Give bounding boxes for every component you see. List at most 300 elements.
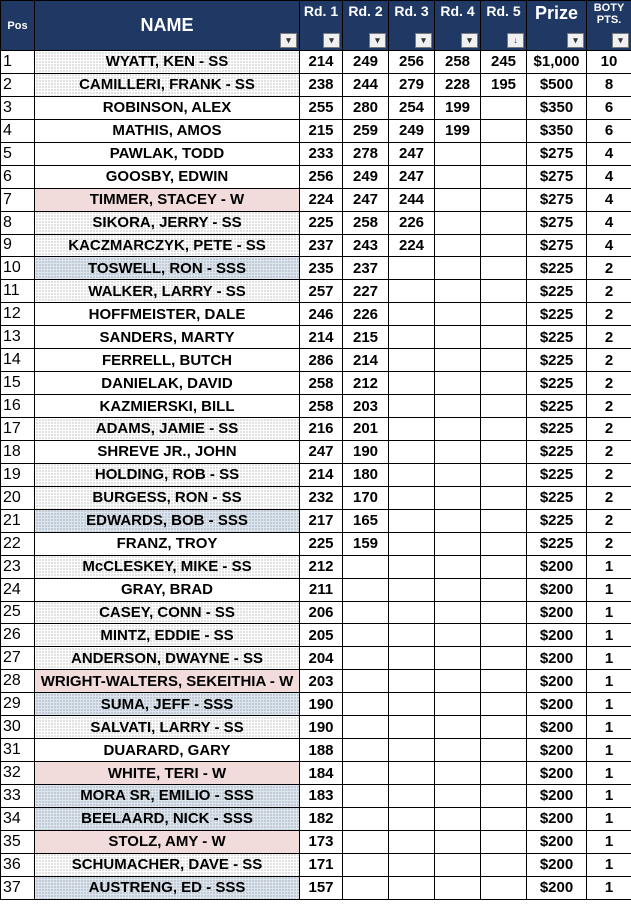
rd2-cell[interactable] xyxy=(343,807,389,830)
rd2-cell[interactable]: 170 xyxy=(343,486,389,509)
rd1-cell[interactable]: 214 xyxy=(300,463,343,486)
rd5-cell[interactable] xyxy=(481,785,527,808)
boty-pts-cell[interactable]: 2 xyxy=(587,257,631,280)
name-cell[interactable]: PAWLAK, TODD xyxy=(35,142,300,165)
header-name[interactable] xyxy=(35,1,300,51)
rd4-cell[interactable] xyxy=(435,830,481,853)
prize-cell[interactable]: $200 xyxy=(527,601,587,624)
rd2-cell[interactable] xyxy=(343,739,389,762)
name-cell[interactable]: SIKORA, JERRY - SS xyxy=(35,211,300,234)
rd3-cell[interactable] xyxy=(389,807,435,830)
name-cell[interactable]: MATHIS, AMOS xyxy=(35,119,300,142)
rd5-cell[interactable] xyxy=(481,830,527,853)
rd1-cell[interactable]: 232 xyxy=(300,486,343,509)
pos-cell[interactable]: 17 xyxy=(1,418,35,441)
rd5-cell[interactable] xyxy=(481,807,527,830)
boty-pts-cell[interactable]: 1 xyxy=(587,693,631,716)
boty-pts-cell[interactable]: 2 xyxy=(587,440,631,463)
pos-cell[interactable]: 11 xyxy=(1,280,35,303)
rd4-cell[interactable] xyxy=(435,578,481,601)
rd1-cell[interactable]: 157 xyxy=(300,876,343,899)
boty-pts-cell[interactable]: 2 xyxy=(587,395,631,418)
rd1-cell[interactable]: 184 xyxy=(300,762,343,785)
rd2-cell[interactable]: 259 xyxy=(343,119,389,142)
rd1-cell[interactable]: 206 xyxy=(300,601,343,624)
rd3-cell[interactable]: 279 xyxy=(389,73,435,96)
boty-pts-cell[interactable]: 4 xyxy=(587,188,631,211)
rd2-cell[interactable]: 215 xyxy=(343,326,389,349)
rd1-cell[interactable]: 217 xyxy=(300,509,343,532)
boty-pts-cell[interactable]: 2 xyxy=(587,372,631,395)
rd3-cell[interactable] xyxy=(389,578,435,601)
prize-cell[interactable]: $225 xyxy=(527,303,587,326)
rd5-cell[interactable] xyxy=(481,257,527,280)
rd4-cell[interactable] xyxy=(435,647,481,670)
rd3-cell[interactable] xyxy=(389,463,435,486)
rd5-cell[interactable] xyxy=(481,578,527,601)
rd4-cell[interactable] xyxy=(435,418,481,441)
rd5-cell[interactable] xyxy=(481,349,527,372)
boty-pts-cell[interactable]: 1 xyxy=(587,762,631,785)
rd4-cell[interactable]: 199 xyxy=(435,119,481,142)
rd1-cell[interactable]: 216 xyxy=(300,418,343,441)
rd3-cell[interactable] xyxy=(389,739,435,762)
boty-pts-cell[interactable]: 1 xyxy=(587,578,631,601)
rd4-cell[interactable]: 199 xyxy=(435,96,481,119)
rd2-cell[interactable] xyxy=(343,853,389,876)
rd2-cell[interactable]: 237 xyxy=(343,257,389,280)
name-cell[interactable]: MORA SR, EMILIO - SSS xyxy=(35,785,300,808)
rd1-cell[interactable]: 205 xyxy=(300,624,343,647)
pos-cell[interactable]: 16 xyxy=(1,395,35,418)
rd2-cell[interactable]: 227 xyxy=(343,280,389,303)
name-cell[interactable]: ROBINSON, ALEX xyxy=(35,96,300,119)
name-cell[interactable]: STOLZ, AMY - W xyxy=(35,830,300,853)
rd2-cell[interactable] xyxy=(343,601,389,624)
pos-cell[interactable]: 5 xyxy=(1,142,35,165)
filter-dropdown-icon[interactable]: ▾ xyxy=(369,33,386,48)
rd4-cell[interactable] xyxy=(435,211,481,234)
rd5-cell[interactable] xyxy=(481,280,527,303)
rd5-cell[interactable] xyxy=(481,876,527,899)
pos-cell[interactable]: 7 xyxy=(1,188,35,211)
rd3-cell[interactable]: 244 xyxy=(389,188,435,211)
pos-cell[interactable]: 36 xyxy=(1,853,35,876)
pos-cell[interactable]: 24 xyxy=(1,578,35,601)
rd1-cell[interactable]: 225 xyxy=(300,532,343,555)
rd2-cell[interactable]: 190 xyxy=(343,440,389,463)
rd4-cell[interactable]: 258 xyxy=(435,51,481,74)
rd4-cell[interactable] xyxy=(435,716,481,739)
rd1-cell[interactable]: 190 xyxy=(300,693,343,716)
prize-cell[interactable]: $225 xyxy=(527,486,587,509)
prize-cell[interactable]: $275 xyxy=(527,234,587,257)
sort-filter-active-icon[interactable]: ↓ xyxy=(507,33,524,48)
rd3-cell[interactable] xyxy=(389,853,435,876)
name-cell[interactable]: FERRELL, BUTCH xyxy=(35,349,300,372)
rd4-cell[interactable] xyxy=(435,257,481,280)
rd2-cell[interactable]: 243 xyxy=(343,234,389,257)
rd5-cell[interactable] xyxy=(481,716,527,739)
rd4-cell[interactable]: 228 xyxy=(435,73,481,96)
rd2-cell[interactable] xyxy=(343,578,389,601)
prize-cell[interactable]: $225 xyxy=(527,395,587,418)
name-cell[interactable]: McCLESKEY, MIKE - SS xyxy=(35,555,300,578)
pos-cell[interactable]: 33 xyxy=(1,785,35,808)
prize-cell[interactable]: $200 xyxy=(527,785,587,808)
filter-dropdown-icon[interactable]: ▾ xyxy=(612,33,629,48)
rd3-cell[interactable] xyxy=(389,830,435,853)
pos-cell[interactable]: 30 xyxy=(1,716,35,739)
prize-cell[interactable]: $200 xyxy=(527,555,587,578)
rd1-cell[interactable]: 203 xyxy=(300,670,343,693)
prize-cell[interactable]: $1,000 xyxy=(527,51,587,74)
rd2-cell[interactable] xyxy=(343,670,389,693)
rd3-cell[interactable]: 247 xyxy=(389,165,435,188)
pos-cell[interactable]: 4 xyxy=(1,119,35,142)
rd3-cell[interactable]: 247 xyxy=(389,142,435,165)
rd4-cell[interactable] xyxy=(435,785,481,808)
rd2-cell[interactable] xyxy=(343,693,389,716)
rd1-cell[interactable]: 257 xyxy=(300,280,343,303)
boty-pts-cell[interactable]: 2 xyxy=(587,463,631,486)
pos-cell[interactable]: 10 xyxy=(1,257,35,280)
boty-pts-cell[interactable]: 2 xyxy=(587,532,631,555)
header-rd2[interactable] xyxy=(343,1,389,51)
boty-pts-cell[interactable]: 1 xyxy=(587,785,631,808)
rd5-cell[interactable] xyxy=(481,395,527,418)
name-cell[interactable]: WRIGHT-WALTERS, SEKEITHIA - W xyxy=(35,670,300,693)
prize-cell[interactable]: $225 xyxy=(527,509,587,532)
rd4-cell[interactable] xyxy=(435,670,481,693)
rd3-cell[interactable] xyxy=(389,326,435,349)
rd4-cell[interactable] xyxy=(435,693,481,716)
rd1-cell[interactable]: 233 xyxy=(300,142,343,165)
rd2-cell[interactable]: 247 xyxy=(343,188,389,211)
name-cell[interactable]: BURGESS, RON - SS xyxy=(35,486,300,509)
rd3-cell[interactable] xyxy=(389,440,435,463)
header-prize[interactable] xyxy=(527,1,587,51)
prize-cell[interactable]: $200 xyxy=(527,578,587,601)
boty-pts-cell[interactable]: 1 xyxy=(587,624,631,647)
rd1-cell[interactable]: 256 xyxy=(300,165,343,188)
boty-pts-cell[interactable]: 1 xyxy=(587,716,631,739)
pos-cell[interactable]: 14 xyxy=(1,349,35,372)
boty-pts-cell[interactable]: 2 xyxy=(587,349,631,372)
prize-cell[interactable]: $200 xyxy=(527,716,587,739)
prize-cell[interactable]: $225 xyxy=(527,257,587,280)
name-cell[interactable]: SANDERS, MARTY xyxy=(35,326,300,349)
rd4-cell[interactable] xyxy=(435,532,481,555)
header-rd4[interactable] xyxy=(435,1,481,51)
pos-cell[interactable]: 32 xyxy=(1,762,35,785)
rd5-cell[interactable] xyxy=(481,739,527,762)
rd1-cell[interactable]: 286 xyxy=(300,349,343,372)
pos-cell[interactable]: 26 xyxy=(1,624,35,647)
pos-cell[interactable]: 20 xyxy=(1,486,35,509)
rd2-cell[interactable] xyxy=(343,624,389,647)
rd1-cell[interactable]: 211 xyxy=(300,578,343,601)
rd4-cell[interactable] xyxy=(435,280,481,303)
rd4-cell[interactable] xyxy=(435,234,481,257)
rd5-cell[interactable] xyxy=(481,463,527,486)
rd4-cell[interactable] xyxy=(435,440,481,463)
name-cell[interactable]: ANDERSON, DWAYNE - SS xyxy=(35,647,300,670)
prize-cell[interactable]: $200 xyxy=(527,807,587,830)
boty-pts-cell[interactable]: 2 xyxy=(587,486,631,509)
rd4-cell[interactable] xyxy=(435,739,481,762)
prize-cell[interactable]: $225 xyxy=(527,532,587,555)
rd1-cell[interactable]: 214 xyxy=(300,51,343,74)
rd4-cell[interactable] xyxy=(435,326,481,349)
pos-cell[interactable]: 31 xyxy=(1,739,35,762)
rd3-cell[interactable] xyxy=(389,532,435,555)
prize-cell[interactable]: $200 xyxy=(527,647,587,670)
rd1-cell[interactable]: 258 xyxy=(300,372,343,395)
rd3-cell[interactable] xyxy=(389,509,435,532)
filter-dropdown-icon[interactable]: ▾ xyxy=(567,33,584,48)
rd2-cell[interactable] xyxy=(343,716,389,739)
header-rd5[interactable] xyxy=(481,1,527,51)
rd2-cell[interactable]: 203 xyxy=(343,395,389,418)
prize-cell[interactable]: $200 xyxy=(527,876,587,899)
rd5-cell[interactable]: 195 xyxy=(481,73,527,96)
rd5-cell[interactable] xyxy=(481,647,527,670)
name-cell[interactable]: SALVATI, LARRY - SS xyxy=(35,716,300,739)
name-cell[interactable]: GOOSBY, EDWIN xyxy=(35,165,300,188)
prize-cell[interactable]: $275 xyxy=(527,165,587,188)
rd5-cell[interactable] xyxy=(481,142,527,165)
name-cell[interactable]: TOSWELL, RON - SSS xyxy=(35,257,300,280)
pos-cell[interactable]: 25 xyxy=(1,601,35,624)
name-cell[interactable]: SUMA, JEFF - SSS xyxy=(35,693,300,716)
rd4-cell[interactable] xyxy=(435,395,481,418)
rd2-cell[interactable]: 201 xyxy=(343,418,389,441)
boty-pts-cell[interactable]: 1 xyxy=(587,830,631,853)
rd5-cell[interactable] xyxy=(481,670,527,693)
name-cell[interactable]: ADAMS, JAMIE - SS xyxy=(35,418,300,441)
rd2-cell[interactable] xyxy=(343,785,389,808)
prize-cell[interactable]: $350 xyxy=(527,96,587,119)
pos-cell[interactable]: 6 xyxy=(1,165,35,188)
name-cell[interactable]: TIMMER, STACEY - W xyxy=(35,188,300,211)
boty-pts-cell[interactable]: 2 xyxy=(587,326,631,349)
rd3-cell[interactable] xyxy=(389,303,435,326)
rd3-cell[interactable]: 256 xyxy=(389,51,435,74)
prize-cell[interactable]: $225 xyxy=(527,372,587,395)
rd2-cell[interactable] xyxy=(343,762,389,785)
rd1-cell[interactable]: 171 xyxy=(300,853,343,876)
pos-cell[interactable]: 34 xyxy=(1,807,35,830)
rd5-cell[interactable] xyxy=(481,762,527,785)
rd3-cell[interactable] xyxy=(389,486,435,509)
name-cell[interactable]: SHREVE JR., JOHN xyxy=(35,440,300,463)
rd3-cell[interactable]: 226 xyxy=(389,211,435,234)
rd3-cell[interactable] xyxy=(389,693,435,716)
prize-cell[interactable]: $200 xyxy=(527,670,587,693)
rd4-cell[interactable] xyxy=(435,624,481,647)
rd2-cell[interactable]: 278 xyxy=(343,142,389,165)
rd2-cell[interactable]: 280 xyxy=(343,96,389,119)
name-cell[interactable]: AUSTRENG, ED - SSS xyxy=(35,876,300,899)
rd5-cell[interactable] xyxy=(481,96,527,119)
rd1-cell[interactable]: 237 xyxy=(300,234,343,257)
rd1-cell[interactable]: 190 xyxy=(300,716,343,739)
boty-pts-cell[interactable]: 4 xyxy=(587,234,631,257)
boty-pts-cell[interactable]: 1 xyxy=(587,876,631,899)
rd5-cell[interactable] xyxy=(481,234,527,257)
rd3-cell[interactable]: 254 xyxy=(389,96,435,119)
rd2-cell[interactable] xyxy=(343,876,389,899)
rd2-cell[interactable]: 249 xyxy=(343,51,389,74)
prize-cell[interactable]: $500 xyxy=(527,73,587,96)
pos-cell[interactable]: 29 xyxy=(1,693,35,716)
boty-pts-cell[interactable]: 1 xyxy=(587,555,631,578)
rd2-cell[interactable] xyxy=(343,830,389,853)
rd3-cell[interactable] xyxy=(389,418,435,441)
prize-cell[interactable]: $225 xyxy=(527,418,587,441)
name-cell[interactable]: GRAY, BRAD xyxy=(35,578,300,601)
pos-cell[interactable]: 1 xyxy=(1,51,35,74)
rd1-cell[interactable]: 255 xyxy=(300,96,343,119)
rd1-cell[interactable]: 214 xyxy=(300,326,343,349)
rd4-cell[interactable] xyxy=(435,876,481,899)
boty-pts-cell[interactable]: 6 xyxy=(587,119,631,142)
pos-cell[interactable]: 8 xyxy=(1,211,35,234)
rd5-cell[interactable] xyxy=(481,693,527,716)
boty-pts-cell[interactable]: 2 xyxy=(587,418,631,441)
rd1-cell[interactable]: 182 xyxy=(300,807,343,830)
boty-pts-cell[interactable]: 1 xyxy=(587,647,631,670)
rd2-cell[interactable] xyxy=(343,647,389,670)
rd2-cell[interactable]: 214 xyxy=(343,349,389,372)
rd4-cell[interactable] xyxy=(435,486,481,509)
prize-cell[interactable]: $225 xyxy=(527,440,587,463)
rd5-cell[interactable] xyxy=(481,418,527,441)
boty-pts-cell[interactable]: 1 xyxy=(587,853,631,876)
rd4-cell[interactable] xyxy=(435,762,481,785)
rd1-cell[interactable]: 246 xyxy=(300,303,343,326)
rd1-cell[interactable]: 204 xyxy=(300,647,343,670)
prize-cell[interactable]: $225 xyxy=(527,349,587,372)
rd1-cell[interactable]: 258 xyxy=(300,395,343,418)
prize-cell[interactable]: $275 xyxy=(527,142,587,165)
rd2-cell[interactable]: 226 xyxy=(343,303,389,326)
rd1-cell[interactable]: 173 xyxy=(300,830,343,853)
prize-cell[interactable]: $275 xyxy=(527,188,587,211)
prize-cell[interactable]: $350 xyxy=(527,119,587,142)
name-cell[interactable]: MINTZ, EDDIE - SS xyxy=(35,624,300,647)
boty-pts-cell[interactable]: 4 xyxy=(587,165,631,188)
boty-pts-cell[interactable]: 4 xyxy=(587,211,631,234)
pos-cell[interactable]: 23 xyxy=(1,555,35,578)
name-cell[interactable]: HOLDING, ROB - SS xyxy=(35,463,300,486)
pos-cell[interactable]: 12 xyxy=(1,303,35,326)
rd3-cell[interactable]: 224 xyxy=(389,234,435,257)
rd3-cell[interactable] xyxy=(389,395,435,418)
filter-dropdown-icon[interactable]: ▾ xyxy=(323,33,340,48)
rd4-cell[interactable] xyxy=(435,463,481,486)
rd2-cell[interactable]: 244 xyxy=(343,73,389,96)
rd5-cell[interactable] xyxy=(481,486,527,509)
prize-cell[interactable]: $200 xyxy=(527,739,587,762)
header-rd3[interactable] xyxy=(389,1,435,51)
pos-cell[interactable]: 3 xyxy=(1,96,35,119)
rd5-cell[interactable] xyxy=(481,303,527,326)
boty-pts-cell[interactable]: 1 xyxy=(587,670,631,693)
name-cell[interactable]: SCHUMACHER, DAVE - SS xyxy=(35,853,300,876)
pos-cell[interactable]: 18 xyxy=(1,440,35,463)
prize-cell[interactable]: $275 xyxy=(527,211,587,234)
pos-cell[interactable]: 28 xyxy=(1,670,35,693)
rd5-cell[interactable] xyxy=(481,624,527,647)
name-cell[interactable]: BEELAARD, NICK - SSS xyxy=(35,807,300,830)
rd5-cell[interactable] xyxy=(481,165,527,188)
name-cell[interactable]: FRANZ, TROY xyxy=(35,532,300,555)
rd2-cell[interactable]: 212 xyxy=(343,372,389,395)
rd4-cell[interactable] xyxy=(435,601,481,624)
rd2-cell[interactable]: 180 xyxy=(343,463,389,486)
name-cell[interactable]: KAZMIERSKI, BILL xyxy=(35,395,300,418)
name-cell[interactable]: DANIELAK, DAVID xyxy=(35,372,300,395)
name-cell[interactable]: KACZMARCZYK, PETE - SS xyxy=(35,234,300,257)
rd5-cell[interactable] xyxy=(481,372,527,395)
header-rd1[interactable] xyxy=(300,1,343,51)
filter-dropdown-icon[interactable]: ▾ xyxy=(415,33,432,48)
rd5-cell[interactable] xyxy=(481,555,527,578)
rd3-cell[interactable] xyxy=(389,762,435,785)
filter-dropdown-icon[interactable]: ▾ xyxy=(280,33,297,48)
boty-pts-cell[interactable]: 8 xyxy=(587,73,631,96)
prize-cell[interactable]: $225 xyxy=(527,326,587,349)
rd4-cell[interactable] xyxy=(435,555,481,578)
rd1-cell[interactable]: 215 xyxy=(300,119,343,142)
name-cell[interactable]: HOFFMEISTER, DALE xyxy=(35,303,300,326)
boty-pts-cell[interactable]: 2 xyxy=(587,509,631,532)
boty-pts-cell[interactable]: 4 xyxy=(587,142,631,165)
rd3-cell[interactable] xyxy=(389,716,435,739)
pos-cell[interactable]: 35 xyxy=(1,830,35,853)
name-cell[interactable]: WHITE, TERI - W xyxy=(35,762,300,785)
rd4-cell[interactable] xyxy=(435,807,481,830)
rd3-cell[interactable] xyxy=(389,349,435,372)
rd1-cell[interactable]: 183 xyxy=(300,785,343,808)
rd3-cell[interactable] xyxy=(389,280,435,303)
rd5-cell[interactable] xyxy=(481,326,527,349)
rd2-cell[interactable]: 258 xyxy=(343,211,389,234)
prize-cell[interactable]: $200 xyxy=(527,853,587,876)
pos-cell[interactable]: 19 xyxy=(1,463,35,486)
name-cell[interactable]: CAMILLERI, FRANK - SS xyxy=(35,73,300,96)
pos-cell[interactable]: 37 xyxy=(1,876,35,899)
rd5-cell[interactable] xyxy=(481,509,527,532)
name-cell[interactable]: EDWARDS, BOB - SSS xyxy=(35,509,300,532)
rd1-cell[interactable]: 247 xyxy=(300,440,343,463)
header-boty-pts[interactable] xyxy=(587,1,631,51)
rd3-cell[interactable] xyxy=(389,601,435,624)
prize-cell[interactable]: $200 xyxy=(527,830,587,853)
rd4-cell[interactable] xyxy=(435,165,481,188)
rd4-cell[interactable] xyxy=(435,853,481,876)
rd2-cell[interactable]: 249 xyxy=(343,165,389,188)
pos-cell[interactable]: 2 xyxy=(1,73,35,96)
rd4-cell[interactable] xyxy=(435,188,481,211)
rd1-cell[interactable]: 212 xyxy=(300,555,343,578)
rd3-cell[interactable] xyxy=(389,876,435,899)
rd4-cell[interactable] xyxy=(435,349,481,372)
rd1-cell[interactable]: 225 xyxy=(300,211,343,234)
name-cell[interactable]: DUARARD, GARY xyxy=(35,739,300,762)
